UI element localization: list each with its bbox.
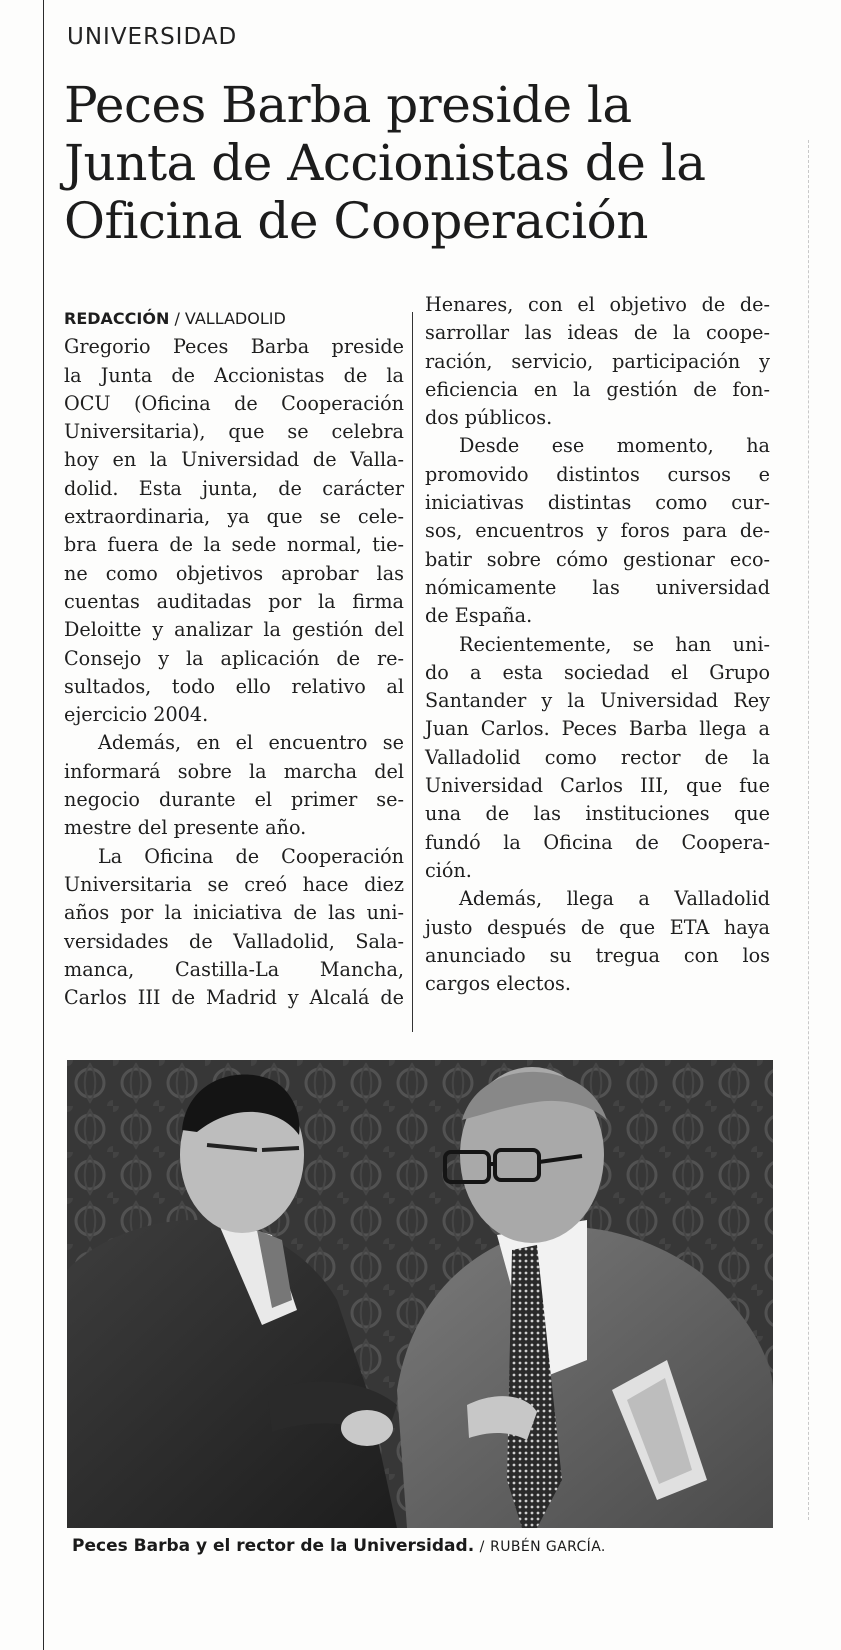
text-line: Valladolid como rector de la <box>425 745 770 769</box>
text-line: do a esta sociedad el Grupo <box>425 660 770 684</box>
text-line: cuentas auditadas por la firma <box>64 589 404 613</box>
text-line: Recientemente, se han uni- <box>459 632 770 656</box>
text-line: Universitaria), que se celebra <box>64 420 404 444</box>
text-line: ción. <box>425 858 472 882</box>
text-line: Desde ese momento, ha <box>459 434 770 458</box>
text-line: Además, en el encuentro se <box>98 731 404 755</box>
text-line: Además, llega a Valladolid <box>459 887 770 911</box>
text-line: sarrollar las ideas de la coope- <box>425 321 770 345</box>
text-line: hoy en la Universidad de Valla- <box>64 448 404 472</box>
text-line: anunciado su tregua con los <box>425 943 770 967</box>
text-line: sultados, todo ello relativo al <box>64 674 404 698</box>
text-line: ejercicio 2004. <box>64 703 209 727</box>
text-line: iniciativas distintas como cur- <box>425 491 770 515</box>
article-column-right <box>425 291 770 998</box>
text-line: La Oficina de Cooperación <box>98 844 404 868</box>
headline <box>64 76 804 250</box>
text-line: Carlos III de Madrid y Alcalá de <box>64 986 404 1010</box>
byline <box>64 305 404 333</box>
text-line: Consejo y la aplicación de re- <box>64 646 404 670</box>
text-line: promovido distintos cursos e <box>425 462 770 486</box>
caption-text: Peces Barba y el rector de la Universidad. <box>72 1536 475 1556</box>
text-line: manca, Castilla-La Mancha, <box>64 957 404 981</box>
text-line: Gregorio Peces Barba preside <box>64 335 404 359</box>
text-line: mestre del presente año. <box>64 816 307 840</box>
text-line: negocio durante el primer se- <box>64 788 404 812</box>
text-line: nómicamente las universidad <box>425 575 770 599</box>
news-photo <box>67 1060 773 1528</box>
text-line: Deloitte y analizar la gestión del <box>64 618 404 642</box>
caption-separator: / <box>479 1539 485 1555</box>
text-line: años por la iniciativa de las uni- <box>64 901 404 925</box>
text-line: Henares, con el objetivo de de- <box>425 293 770 316</box>
text-line: bra fuera de la sede normal, tie- <box>64 533 404 557</box>
text-line: ne como objetivos aprobar las <box>64 561 404 585</box>
byline-separator: / <box>174 309 180 328</box>
photo-caption <box>72 1536 606 1556</box>
text-line: de España. <box>425 604 533 628</box>
section-label: UNIVERSIDAD <box>67 24 238 50</box>
text-line: Santander y la Universidad Rey <box>425 689 770 713</box>
text-line: Universidad Carlos III, que fue <box>425 774 770 798</box>
text-line: extraordinaria, ya que se cele- <box>64 505 404 529</box>
text-line: batir sobre cómo gestionar eco- <box>425 547 770 571</box>
margin-rule <box>43 0 44 1650</box>
text-line: dolid. Esta junta, de carácter <box>64 476 404 500</box>
text-line: fundó la Oficina de Coopera- <box>425 830 770 854</box>
text-line: justo después de que ETA haya <box>425 915 770 939</box>
text-line: eficiencia en la gestión de fon- <box>425 377 770 401</box>
text-line: cargos electos. <box>425 972 571 996</box>
byline-author: REDACCIÓN <box>64 309 170 328</box>
text-line: OCU (Oficina de Cooperación <box>64 391 404 415</box>
text-line: Universitaria se creó hace diez <box>64 872 404 896</box>
text-line: ración, servicio, participación y <box>425 349 770 373</box>
column-divider <box>412 312 413 1032</box>
photo-credit: RUBÉN GARCÍA. <box>490 1539 606 1555</box>
text-line: dos públicos. <box>425 406 553 430</box>
photo-illustration <box>67 1060 773 1528</box>
page-edge-rule <box>808 140 810 1520</box>
text-line: informará sobre la marcha del <box>64 759 404 783</box>
byline-place: VALLADOLID <box>184 309 286 328</box>
article-column-left <box>64 305 404 1012</box>
text-line: Juan Carlos. Peces Barba llega a <box>425 717 770 741</box>
text-line: versidades de Valladolid, Sala- <box>64 929 404 953</box>
text-line: la Junta de Accionistas de la <box>64 363 404 387</box>
headline-line: Oficina de Cooperación <box>64 192 648 250</box>
headline-line: Peces Barba preside la <box>64 76 632 134</box>
text-line: una de las instituciones que <box>425 802 770 826</box>
headline-line: Junta de Accionistas de la <box>64 134 706 192</box>
text-line: sos, encuentros y foros para de- <box>425 519 770 543</box>
